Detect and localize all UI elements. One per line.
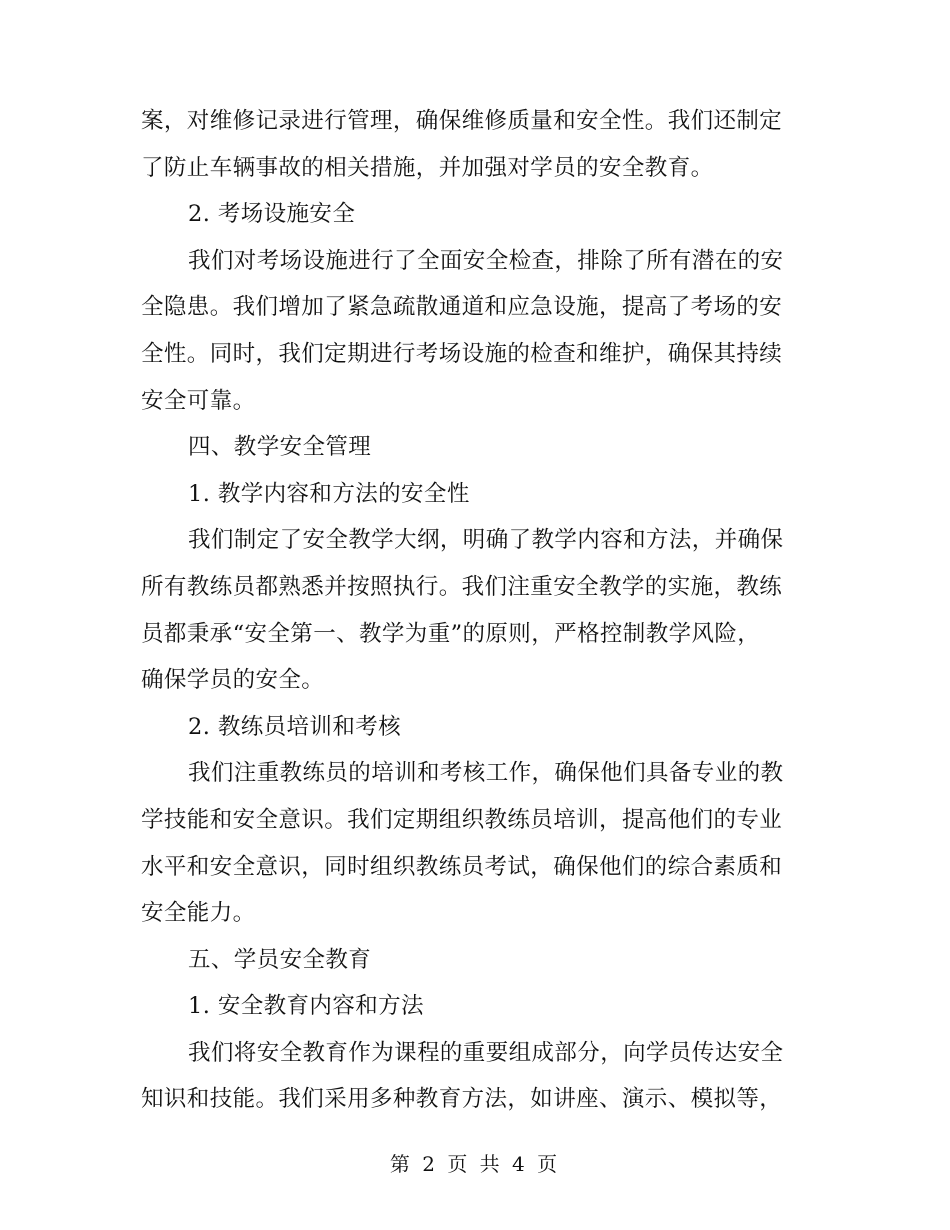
section-heading: 四、教学安全管理 (188, 434, 372, 461)
paragraph-line: 确保学员的安全。 (141, 667, 325, 694)
paragraph-line: 所有教练员都熟悉并按照执行。我们注重安全教学的实施，教练 (141, 573, 783, 600)
paragraph-line: 我们对考场设施进行了全面安全检查，排除了所有潜在的安 (188, 247, 784, 274)
paragraph-line: 我们制定了安全教学大纲，明确了教学内容和方法，并确保 (188, 527, 784, 554)
paragraph-line: 员都秉承“安全第一、教学为重”的原则，严格控制教学风险， (141, 620, 761, 647)
section-subheading: 2. 教练员培训和考核 (188, 713, 402, 740)
paragraph-line: 安全可靠。 (141, 387, 256, 414)
paragraph-line: 知识和技能。我们采用多种教育方法，如讲座、演示、模拟等， (141, 1086, 783, 1113)
paragraph-line: 全隐患。我们增加了紧急疏散通道和应急设施，提高了考场的安 (141, 294, 783, 321)
paragraph-line: 我们将安全教育作为课程的重要组成部分，向学员传达安全 (188, 1039, 784, 1066)
section-subheading: 1. 安全教育内容和方法 (188, 993, 424, 1020)
section-heading: 五、学员安全教育 (188, 946, 372, 973)
paragraph-line: 案，对维修记录进行管理，确保维修质量和安全性。我们还制定 (141, 108, 783, 134)
page-number-footer: 第 2 页 共 4 页 (389, 1152, 561, 1176)
paragraph-line: 水平和安全意识，同时组织教练员考试，确保他们的综合素质和 (141, 853, 783, 880)
paragraph-line: 我们注重教练员的培训和考核工作，确保他们具备专业的教 (188, 760, 784, 787)
section-subheading: 1. 教学内容和方法的安全性 (188, 480, 470, 507)
paragraph-line: 全性。同时，我们定期进行考场设施的检查和维护，确保其持续 (141, 340, 783, 367)
document-body (141, 98, 801, 1123)
section-subheading: 2. 考场设施安全 (188, 201, 356, 228)
paragraph-line: 了防止车辆事故的相关措施，并加强对学员的安全教育。 (141, 154, 714, 181)
paragraph-line: 安全能力。 (141, 900, 256, 927)
paragraph-line: 学技能和安全意识。我们定期组织教练员培训，提高他们的专业 (141, 806, 783, 833)
